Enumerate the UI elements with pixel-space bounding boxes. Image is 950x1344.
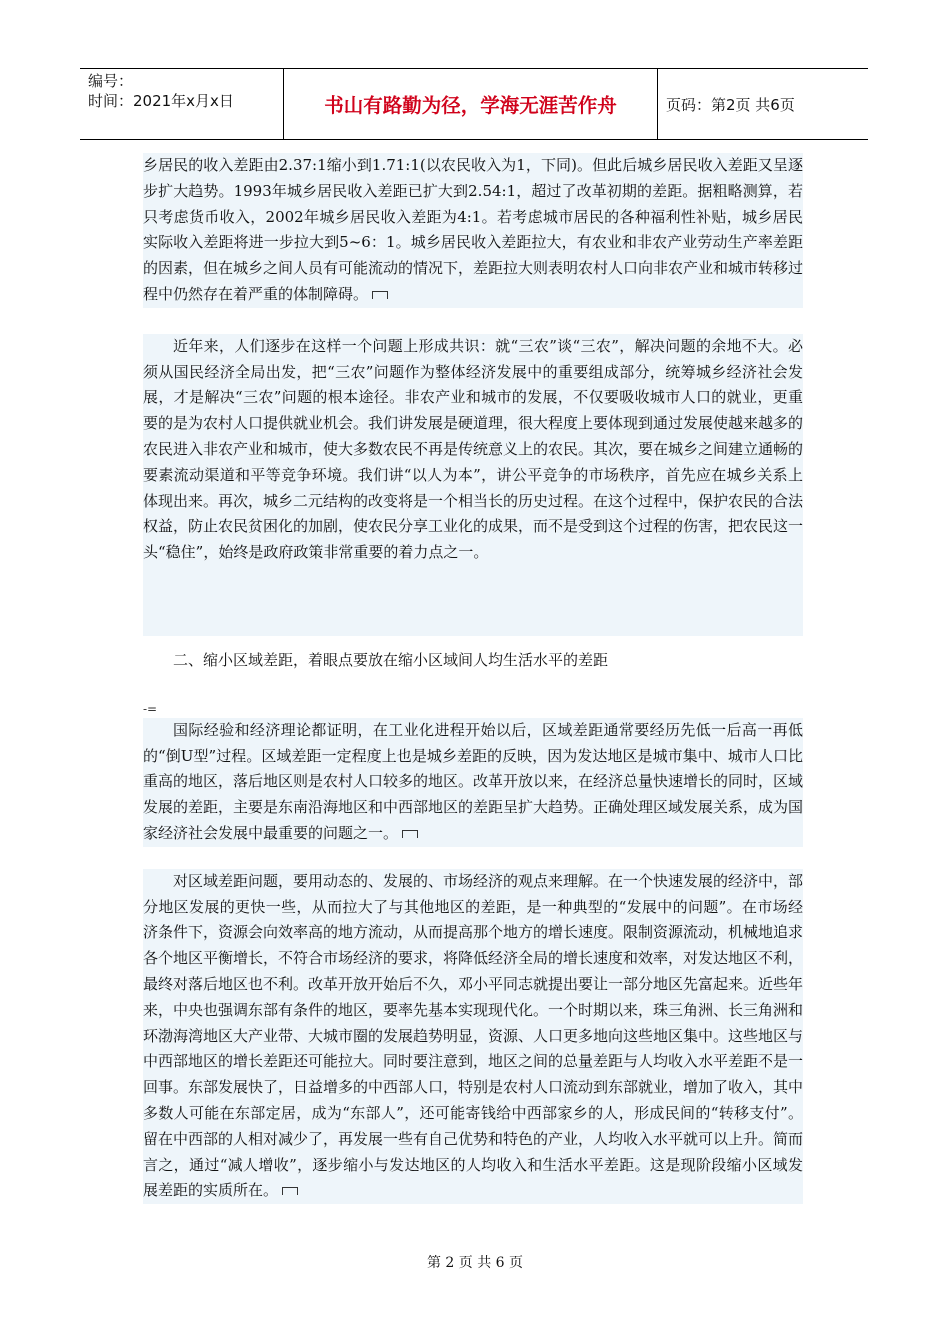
paragraph-mark-icon xyxy=(402,830,418,838)
paragraph-1: 乡居民的收入差距由2.37:1缩小到1.71:1(以农民收入为1，下同)。但此后城乡居民收入差距又呈逐步扩大趋势。1993年城乡居民收入差距已扩大到2.54:1，超过了改革初期的差距。据粗略测算，若只考虑货币收入，2002年城乡居民收入差距为4:1。若考虑城市居民的各种福利性补贴，城乡居民实际收入差距将进一步拉大到5~6：1。城乡居民收入差距拉大，有农业和非农产业劳动生产率差距的因素，但在城乡之间人员有可能流动的情况下，差距拉大则表明农村人口向非农产业和城市转移过程中仍然存在着严重的体制障碍。 xyxy=(143,156,804,303)
section-heading: 二、缩小区域差距，着眼点要放在缩小区域间人均生活水平的差距 xyxy=(173,650,609,669)
header-meta xyxy=(80,69,284,139)
paragraph-block-4 xyxy=(143,869,803,1204)
paragraph-3: 国际经验和经济理论都证明，在工业化进程开始以后，区域差距通常要经历先低一后高一再低的“倒U型”过程。区域差距一定程度上也是城乡差距的反映，因为发达地区是城市集中、城市人口比重高的地区，落后地区则是农村人口较多的地区。改革开放以来，在经济总量快速增长的同时，区域发展的差距，主要是东南沿海地区和中西部地区的差距呈扩大趋势。正确处理区域发展关系，成为国家经济社会发展中最重要的问题之一。 xyxy=(143,720,804,842)
header-motto: 书山有路勤为径，学海无涯苦作舟 xyxy=(284,69,658,139)
paragraph-block-1 xyxy=(143,153,803,308)
page-header xyxy=(80,68,868,140)
paragraph-block-3 xyxy=(143,718,803,847)
paragraph-2: 近年来，人们逐步在这样一个问题上形成共识：就“三农”谈“三农”，解决问题的余地不大。必须从国民经济全局出发，把“三农”问题作为整体经济发展中的重要组成部分，统筹城乡经济社会发展，才是解决“三农”问题的根本途径。非农产业和城市的发展，不仅要吸收城市人口的就业，更重要的是为农村人口提供就业机会。我们讲发展是硬道理，很大程度上要体现到通过发展使越来越多的农民进入非农产业和城市，使大多数农民不再是传统意义上的农民。其次，要在城乡之间建立通畅的要素流动渠道和平等竞争环境。我们讲“以人为本”，讲公平竞争的市场秩序，首先应在城乡关系上体现出来。再次，城乡二元结构的改变将是一个相当长的历史过程。在这个过程中，保护农民的合法权益，防止农民贫困化的加剧，使农民分享工业化的成果，而不是受到这个过程的伤害，把农民这一头“稳住”，始终是政府政策非常重要的着力点之一。 xyxy=(143,336,804,562)
paragraph-mark-icon xyxy=(282,1187,298,1195)
code-label: 编号： xyxy=(88,72,134,90)
header-page-info: 页码：第2页 共6页 xyxy=(666,95,795,114)
section-marker: -= xyxy=(143,701,158,716)
document-body xyxy=(143,153,803,1204)
date-line: 时间：2021年x月x日 xyxy=(88,92,234,110)
paragraph-mark-icon xyxy=(372,291,388,299)
page-footer: 第 2 页 共 6 页 xyxy=(426,1255,524,1271)
paragraph-4: 对区域差距问题，要用动态的、发展的、市场经济的观点来理解。在一个快速发展的经济中，部分地区发展的更快一些，从而拉大了与其他地区的差距，是一种典型的“发展中的问题”。在市场经济条件下，资源会向效率高的地方流动，从而提高那个地方的增长速度。限制资源流动，机械地追求各个地区平衡增长，不符合市场经济的要求，将降低经济全局的增长速度和效率，对发达地区不利，最终对落后地区也不利。改革开放开始后不久，邓小平同志就提出要让一部分地区先富起来。近些年来，中央也强调东部有条件的地区，要率先基本实现现代化。一个时期以来，珠三角洲、长三角洲和环渤海湾地区大产业带、大城市圈的发展趋势明显，资源、人口更多地向这些地区集中。这些地区与中西部地区的增长差距还可能拉大。同时要注意到，地区之间的总量差距与人均收入水平差距不是一回事。东部发展快了，日益增多的中西部人口，特别是农村人口流动到东部就业，增加了收入，其中多数人可能在东部定居，成为“东部人”，还可能寄钱给中西部家乡的人，形成民间的“转移支付”。留在中西部的人相对减少了，再发展一些有自己优势和特色的产业，人均收入水平就可以上升。简而言之，通过“减人增收”，逐步缩小与发达地区的人均收入和生活水平差距。这是现阶段缩小区域发展差距的实质所在。 xyxy=(143,871,804,1200)
paragraph-block-2 xyxy=(143,334,803,636)
